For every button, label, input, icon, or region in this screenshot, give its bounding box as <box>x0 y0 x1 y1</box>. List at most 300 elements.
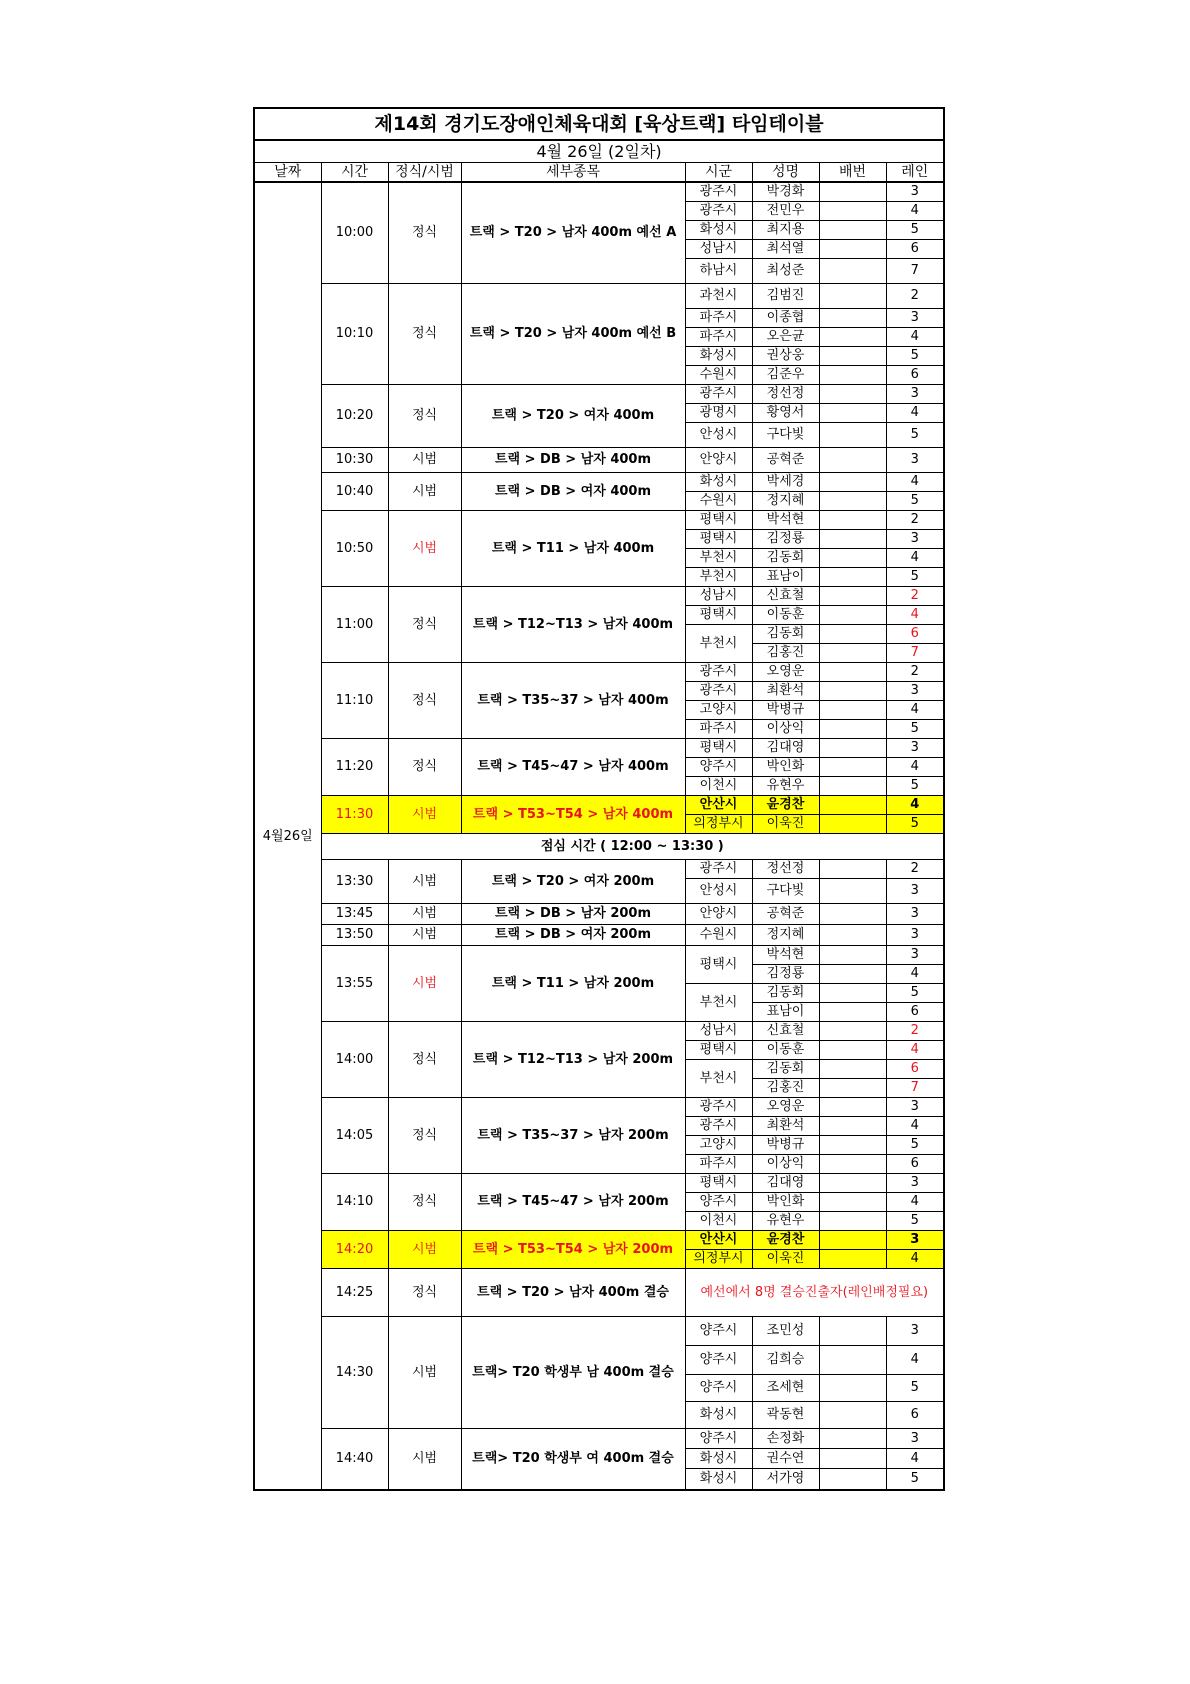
event-time: 10:40 <box>321 472 388 510</box>
athlete-bib <box>819 605 886 624</box>
athlete-city: 성남시 <box>685 239 752 258</box>
athlete-bib <box>819 283 886 308</box>
athlete-lane: 6 <box>886 1154 944 1173</box>
athlete-name: 김홍진 <box>752 1078 819 1097</box>
athlete-bib <box>819 983 886 1002</box>
athlete-bib <box>819 814 886 833</box>
athlete-city: 평택시 <box>685 1040 752 1059</box>
athlete-city: 안양시 <box>685 447 752 472</box>
event-name: 트랙 > T20 > 남자 400m 예선 A <box>461 182 685 283</box>
athlete-city: 양주시 <box>685 1345 752 1374</box>
event-note: 예선에서 8명 결승진출자(레인배정필요) <box>685 1268 944 1316</box>
event-name: 트랙 > T20 > 남자 400m 결승 <box>461 1268 685 1316</box>
event-time: 10:10 <box>321 283 388 384</box>
athlete-lane: 3 <box>886 182 944 201</box>
athlete-name: 김동회 <box>752 624 819 643</box>
athlete-bib <box>819 1116 886 1135</box>
athlete-name: 이상익 <box>752 719 819 738</box>
event-time: 11:30 <box>321 795 388 833</box>
athlete-city: 안산시 <box>685 795 752 814</box>
athlete-city: 파주시 <box>685 327 752 346</box>
athlete-name: 정지혜 <box>752 924 819 945</box>
event-type: 시범 <box>388 472 461 510</box>
athlete-bib <box>819 924 886 945</box>
athlete-city: 평택시 <box>685 1173 752 1192</box>
athlete-city: 이천시 <box>685 776 752 795</box>
athlete-bib <box>819 859 886 878</box>
athlete-name: 김희승 <box>752 1345 819 1374</box>
athlete-bib <box>819 1374 886 1401</box>
athlete-city: 평택시 <box>685 510 752 529</box>
athlete-name: 박석현 <box>752 945 819 964</box>
athlete-lane: 4 <box>886 964 944 983</box>
athlete-name: 김대영 <box>752 1173 819 1192</box>
athlete-city: 과천시 <box>685 283 752 308</box>
athlete-name: 정선정 <box>752 859 819 878</box>
athlete-city: 화성시 <box>685 1448 752 1468</box>
athlete-name: 최환석 <box>752 681 819 700</box>
athlete-lane: 3 <box>886 384 944 403</box>
athlete-name: 표남이 <box>752 1002 819 1021</box>
athlete-bib <box>819 1002 886 1021</box>
event-type: 시범 <box>388 924 461 945</box>
athlete-lane: 4 <box>886 1116 944 1135</box>
athlete-city: 부천시 <box>685 624 752 662</box>
lunch-row <box>254 833 944 859</box>
schedule-row <box>254 510 944 529</box>
event-time: 10:00 <box>321 182 388 283</box>
athlete-bib <box>819 903 886 924</box>
schedule-row <box>254 283 944 308</box>
athlete-name: 공혁준 <box>752 447 819 472</box>
athlete-bib <box>819 239 886 258</box>
athlete-lane: 4 <box>886 548 944 567</box>
athlete-city: 의정부시 <box>685 814 752 833</box>
event-type: 정식 <box>388 586 461 662</box>
athlete-name: 서가영 <box>752 1468 819 1490</box>
athlete-bib <box>819 567 886 586</box>
schedule-row <box>254 795 944 814</box>
athlete-city: 의정부시 <box>685 1249 752 1268</box>
athlete-city: 광주시 <box>685 1116 752 1135</box>
schedule-row <box>254 1268 944 1316</box>
athlete-name: 최성준 <box>752 258 819 283</box>
athlete-lane: 7 <box>886 643 944 662</box>
athlete-lane: 4 <box>886 472 944 491</box>
athlete-bib <box>819 258 886 283</box>
athlete-bib <box>819 1448 886 1468</box>
athlete-bib <box>819 327 886 346</box>
event-type: 정식 <box>388 1097 461 1173</box>
athlete-name: 신효철 <box>752 1021 819 1040</box>
athlete-name: 공혁준 <box>752 903 819 924</box>
athlete-lane: 2 <box>886 1021 944 1040</box>
athlete-city: 화성시 <box>685 472 752 491</box>
athlete-city: 파주시 <box>685 719 752 738</box>
schedule-row <box>254 1021 944 1040</box>
athlete-bib <box>819 548 886 567</box>
athlete-bib <box>819 529 886 548</box>
event-name: 트랙 > T45~47 > 남자 400m <box>461 738 685 795</box>
athlete-city: 안성시 <box>685 422 752 447</box>
athlete-bib <box>819 1135 886 1154</box>
event-type: 정식 <box>388 283 461 384</box>
athlete-name: 오영운 <box>752 1097 819 1116</box>
athlete-city: 부천시 <box>685 548 752 567</box>
athlete-name: 박인화 <box>752 757 819 776</box>
athlete-lane: 4 <box>886 201 944 220</box>
athlete-lane: 6 <box>886 624 944 643</box>
athlete-bib <box>819 201 886 220</box>
athlete-city: 성남시 <box>685 1021 752 1040</box>
athlete-name: 김동회 <box>752 548 819 567</box>
athlete-city: 광주시 <box>685 1097 752 1116</box>
athlete-bib <box>819 403 886 422</box>
athlete-lane: 3 <box>886 903 944 924</box>
athlete-bib <box>819 1249 886 1268</box>
schedule-row <box>254 384 944 403</box>
athlete-name: 유현우 <box>752 1211 819 1230</box>
athlete-city: 부천시 <box>685 1059 752 1097</box>
athlete-name: 표남이 <box>752 567 819 586</box>
athlete-name: 이종협 <box>752 308 819 327</box>
event-time: 14:30 <box>321 1316 388 1428</box>
event-name: 트랙 > T11 > 남자 400m <box>461 510 685 586</box>
athlete-city: 광주시 <box>685 681 752 700</box>
schedule-row <box>254 1316 944 1345</box>
athlete-lane: 4 <box>886 1448 944 1468</box>
athlete-bib <box>819 182 886 201</box>
header-row <box>254 163 944 183</box>
event-time: 10:20 <box>321 384 388 447</box>
athlete-lane: 4 <box>886 605 944 624</box>
event-time: 13:30 <box>321 859 388 903</box>
event-type: 정식 <box>388 384 461 447</box>
athlete-city: 수원시 <box>685 491 752 510</box>
event-type: 시범 <box>388 795 461 833</box>
header-city: 시군 <box>685 163 752 183</box>
athlete-city: 안성시 <box>685 878 752 903</box>
header-lane: 레인 <box>886 163 944 183</box>
event-time: 10:30 <box>321 447 388 472</box>
athlete-name: 김홍진 <box>752 643 819 662</box>
event-name: 트랙 > DB > 남자 400m <box>461 447 685 472</box>
athlete-name: 이욱진 <box>752 814 819 833</box>
athlete-lane: 6 <box>886 1002 944 1021</box>
athlete-name: 구다빛 <box>752 422 819 447</box>
athlete-bib <box>819 1078 886 1097</box>
athlete-name: 최지용 <box>752 220 819 239</box>
athlete-name: 정지혜 <box>752 491 819 510</box>
event-name: 트랙 > T12~T13 > 남자 400m <box>461 586 685 662</box>
athlete-name: 유현우 <box>752 776 819 795</box>
athlete-lane: 3 <box>886 1173 944 1192</box>
athlete-bib <box>819 1230 886 1249</box>
document-title: 제14회 경기도장애인체육대회 [육상트랙] 타임테이블 <box>254 108 944 140</box>
athlete-name: 신효철 <box>752 586 819 605</box>
athlete-name: 권상웅 <box>752 346 819 365</box>
athlete-city: 화성시 <box>685 1468 752 1490</box>
event-name: 트랙> T20 학생부 남 400m 결승 <box>461 1316 685 1428</box>
athlete-lane: 4 <box>886 403 944 422</box>
athlete-name: 김정룡 <box>752 964 819 983</box>
athlete-name: 김정룡 <box>752 529 819 548</box>
day-subtitle: 4월 26일 (2일차) <box>254 140 944 163</box>
athlete-city: 양주시 <box>685 1192 752 1211</box>
athlete-city: 안양시 <box>685 903 752 924</box>
athlete-lane: 5 <box>886 983 944 1002</box>
athlete-bib <box>819 1401 886 1428</box>
schedule-row <box>254 859 944 878</box>
event-type: 시범 <box>388 903 461 924</box>
athlete-bib <box>819 643 886 662</box>
athlete-lane: 3 <box>886 924 944 945</box>
athlete-name: 손정화 <box>752 1428 819 1448</box>
athlete-lane: 5 <box>886 1211 944 1230</box>
event-type: 정식 <box>388 662 461 738</box>
athlete-bib <box>819 422 886 447</box>
event-time: 14:05 <box>321 1097 388 1173</box>
athlete-name: 황영서 <box>752 403 819 422</box>
athlete-name: 권수연 <box>752 1448 819 1468</box>
athlete-name: 김동회 <box>752 983 819 1002</box>
athlete-lane: 3 <box>886 308 944 327</box>
header-name: 성명 <box>752 163 819 183</box>
athlete-bib <box>819 365 886 384</box>
athlete-city: 화성시 <box>685 346 752 365</box>
event-time: 14:10 <box>321 1173 388 1230</box>
athlete-bib <box>819 1059 886 1078</box>
event-name: 트랙 > T35~37 > 남자 400m <box>461 662 685 738</box>
athlete-bib <box>819 700 886 719</box>
athlete-lane: 6 <box>886 239 944 258</box>
athlete-city: 성남시 <box>685 586 752 605</box>
athlete-bib <box>819 1211 886 1230</box>
event-name: 트랙 > DB > 여자 200m <box>461 924 685 945</box>
athlete-city: 이천시 <box>685 1211 752 1230</box>
athlete-city: 광주시 <box>685 859 752 878</box>
athlete-lane: 2 <box>886 283 944 308</box>
athlete-city: 평택시 <box>685 529 752 548</box>
athlete-city: 화성시 <box>685 1401 752 1428</box>
athlete-lane: 4 <box>886 757 944 776</box>
athlete-lane: 5 <box>886 491 944 510</box>
athlete-city: 광명시 <box>685 403 752 422</box>
schedule-row <box>254 1230 944 1249</box>
athlete-lane: 4 <box>886 327 944 346</box>
athlete-lane: 5 <box>886 1374 944 1401</box>
event-time: 13:45 <box>321 903 388 924</box>
athlete-lane: 3 <box>886 447 944 472</box>
athlete-city: 수원시 <box>685 365 752 384</box>
athlete-lane: 4 <box>886 1192 944 1211</box>
date-cell: 4월26일 <box>254 182 321 1490</box>
athlete-lane: 3 <box>886 945 944 964</box>
event-type: 시범 <box>388 859 461 903</box>
athlete-name: 이상익 <box>752 1154 819 1173</box>
athlete-city: 하남시 <box>685 258 752 283</box>
athlete-city: 고양시 <box>685 1135 752 1154</box>
schedule-row <box>254 924 944 945</box>
event-type: 시범 <box>388 1428 461 1490</box>
athlete-bib <box>819 472 886 491</box>
athlete-lane: 3 <box>886 1428 944 1448</box>
event-type: 시범 <box>388 510 461 586</box>
athlete-name: 곽동현 <box>752 1401 819 1428</box>
event-time: 11:00 <box>321 586 388 662</box>
athlete-city: 평택시 <box>685 738 752 757</box>
athlete-bib <box>819 624 886 643</box>
athlete-lane: 2 <box>886 510 944 529</box>
athlete-city: 양주시 <box>685 1428 752 1448</box>
schedule-row <box>254 945 944 964</box>
event-time: 14:20 <box>321 1230 388 1268</box>
athlete-lane: 3 <box>886 1316 944 1345</box>
event-name: 트랙 > DB > 남자 200m <box>461 903 685 924</box>
event-time: 10:50 <box>321 510 388 586</box>
athlete-bib <box>819 1173 886 1192</box>
athlete-lane: 2 <box>886 859 944 878</box>
athlete-bib <box>819 220 886 239</box>
event-name: 트랙 > T11 > 남자 200m <box>461 945 685 1021</box>
athlete-bib <box>819 964 886 983</box>
schedule-row <box>254 903 944 924</box>
athlete-name: 박경화 <box>752 182 819 201</box>
athlete-lane: 4 <box>886 795 944 814</box>
athlete-lane: 4 <box>886 1040 944 1059</box>
event-name: 트랙 > T53~T54 > 남자 200m <box>461 1230 685 1268</box>
header-bib: 배번 <box>819 163 886 183</box>
event-name: 트랙 > T45~47 > 남자 200m <box>461 1173 685 1230</box>
athlete-city: 파주시 <box>685 1154 752 1173</box>
athlete-lane: 5 <box>886 346 944 365</box>
athlete-name: 김범진 <box>752 283 819 308</box>
athlete-bib <box>819 346 886 365</box>
athlete-name: 정선정 <box>752 384 819 403</box>
athlete-name: 최환석 <box>752 1116 819 1135</box>
athlete-lane: 5 <box>886 776 944 795</box>
athlete-bib <box>819 738 886 757</box>
header-time: 시간 <box>321 163 388 183</box>
event-name: 트랙 > T20 > 남자 400m 예선 B <box>461 283 685 384</box>
athlete-lane: 3 <box>886 681 944 700</box>
athlete-name: 박병규 <box>752 1135 819 1154</box>
athlete-name: 오영운 <box>752 662 819 681</box>
athlete-city: 평택시 <box>685 605 752 624</box>
athlete-bib <box>819 945 886 964</box>
athlete-lane: 3 <box>886 1230 944 1249</box>
event-name: 트랙 > DB > 여자 400m <box>461 472 685 510</box>
athlete-bib <box>819 1428 886 1448</box>
athlete-lane: 5 <box>886 567 944 586</box>
athlete-bib <box>819 719 886 738</box>
event-name: 트랙 > T12~T13 > 남자 200m <box>461 1021 685 1097</box>
athlete-lane: 6 <box>886 365 944 384</box>
athlete-lane: 7 <box>886 258 944 283</box>
event-type: 시범 <box>388 945 461 1021</box>
athlete-bib <box>819 1154 886 1173</box>
athlete-name: 윤경찬 <box>752 1230 819 1249</box>
athlete-bib <box>819 681 886 700</box>
schedule-row <box>254 182 944 201</box>
event-time: 11:20 <box>321 738 388 795</box>
event-name: 트랙 > T35~37 > 남자 200m <box>461 1097 685 1173</box>
event-type: 정식 <box>388 182 461 283</box>
event-time: 13:50 <box>321 924 388 945</box>
athlete-bib <box>819 384 886 403</box>
athlete-name: 이동훈 <box>752 605 819 624</box>
athlete-bib <box>819 1021 886 1040</box>
athlete-bib <box>819 795 886 814</box>
event-type: 정식 <box>388 1021 461 1097</box>
athlete-lane: 2 <box>886 662 944 681</box>
athlete-name: 박세경 <box>752 472 819 491</box>
athlete-name: 김준우 <box>752 365 819 384</box>
header-event: 세부종목 <box>461 163 685 183</box>
athlete-bib <box>819 308 886 327</box>
athlete-city: 안산시 <box>685 1230 752 1249</box>
schedule-row <box>254 1097 944 1116</box>
athlete-city: 광주시 <box>685 662 752 681</box>
athlete-name: 박인화 <box>752 1192 819 1211</box>
athlete-name: 김동회 <box>752 1059 819 1078</box>
athlete-city: 부천시 <box>685 983 752 1021</box>
athlete-city: 부천시 <box>685 567 752 586</box>
event-type: 시범 <box>388 1316 461 1428</box>
athlete-name: 박석현 <box>752 510 819 529</box>
event-time: 14:00 <box>321 1021 388 1097</box>
schedule-row <box>254 586 944 605</box>
event-type: 정식 <box>388 1268 461 1316</box>
athlete-city: 광주시 <box>685 182 752 201</box>
athlete-bib <box>819 757 886 776</box>
schedule-row <box>254 447 944 472</box>
athlete-lane: 5 <box>886 422 944 447</box>
athlete-lane: 4 <box>886 1345 944 1374</box>
event-time: 14:40 <box>321 1428 388 1490</box>
athlete-bib <box>819 1040 886 1059</box>
event-time: 14:25 <box>321 1268 388 1316</box>
athlete-bib <box>819 510 886 529</box>
athlete-bib <box>819 1192 886 1211</box>
schedule-row <box>254 738 944 757</box>
event-name: 트랙> T20 학생부 여 400m 결승 <box>461 1428 685 1490</box>
athlete-city: 평택시 <box>685 945 752 983</box>
event-type: 정식 <box>388 738 461 795</box>
athlete-lane: 4 <box>886 700 944 719</box>
athlete-lane: 5 <box>886 1468 944 1490</box>
athlete-lane: 3 <box>886 1097 944 1116</box>
athlete-city: 화성시 <box>685 220 752 239</box>
athlete-lane: 3 <box>886 878 944 903</box>
event-type: 정식 <box>388 1173 461 1230</box>
timetable <box>253 107 945 1491</box>
athlete-bib <box>819 1316 886 1345</box>
event-type: 시범 <box>388 447 461 472</box>
athlete-name: 이욱진 <box>752 1249 819 1268</box>
event-name: 트랙 > T53~T54 > 남자 400m <box>461 795 685 833</box>
athlete-name: 조민성 <box>752 1316 819 1345</box>
athlete-bib <box>819 1345 886 1374</box>
athlete-city: 수원시 <box>685 924 752 945</box>
event-time: 13:55 <box>321 945 388 1021</box>
schedule-row <box>254 472 944 491</box>
event-type: 시범 <box>388 1230 461 1268</box>
athlete-lane: 5 <box>886 1135 944 1154</box>
header-type: 정식/시범 <box>388 163 461 183</box>
athlete-city: 광주시 <box>685 201 752 220</box>
athlete-city: 양주시 <box>685 1316 752 1345</box>
